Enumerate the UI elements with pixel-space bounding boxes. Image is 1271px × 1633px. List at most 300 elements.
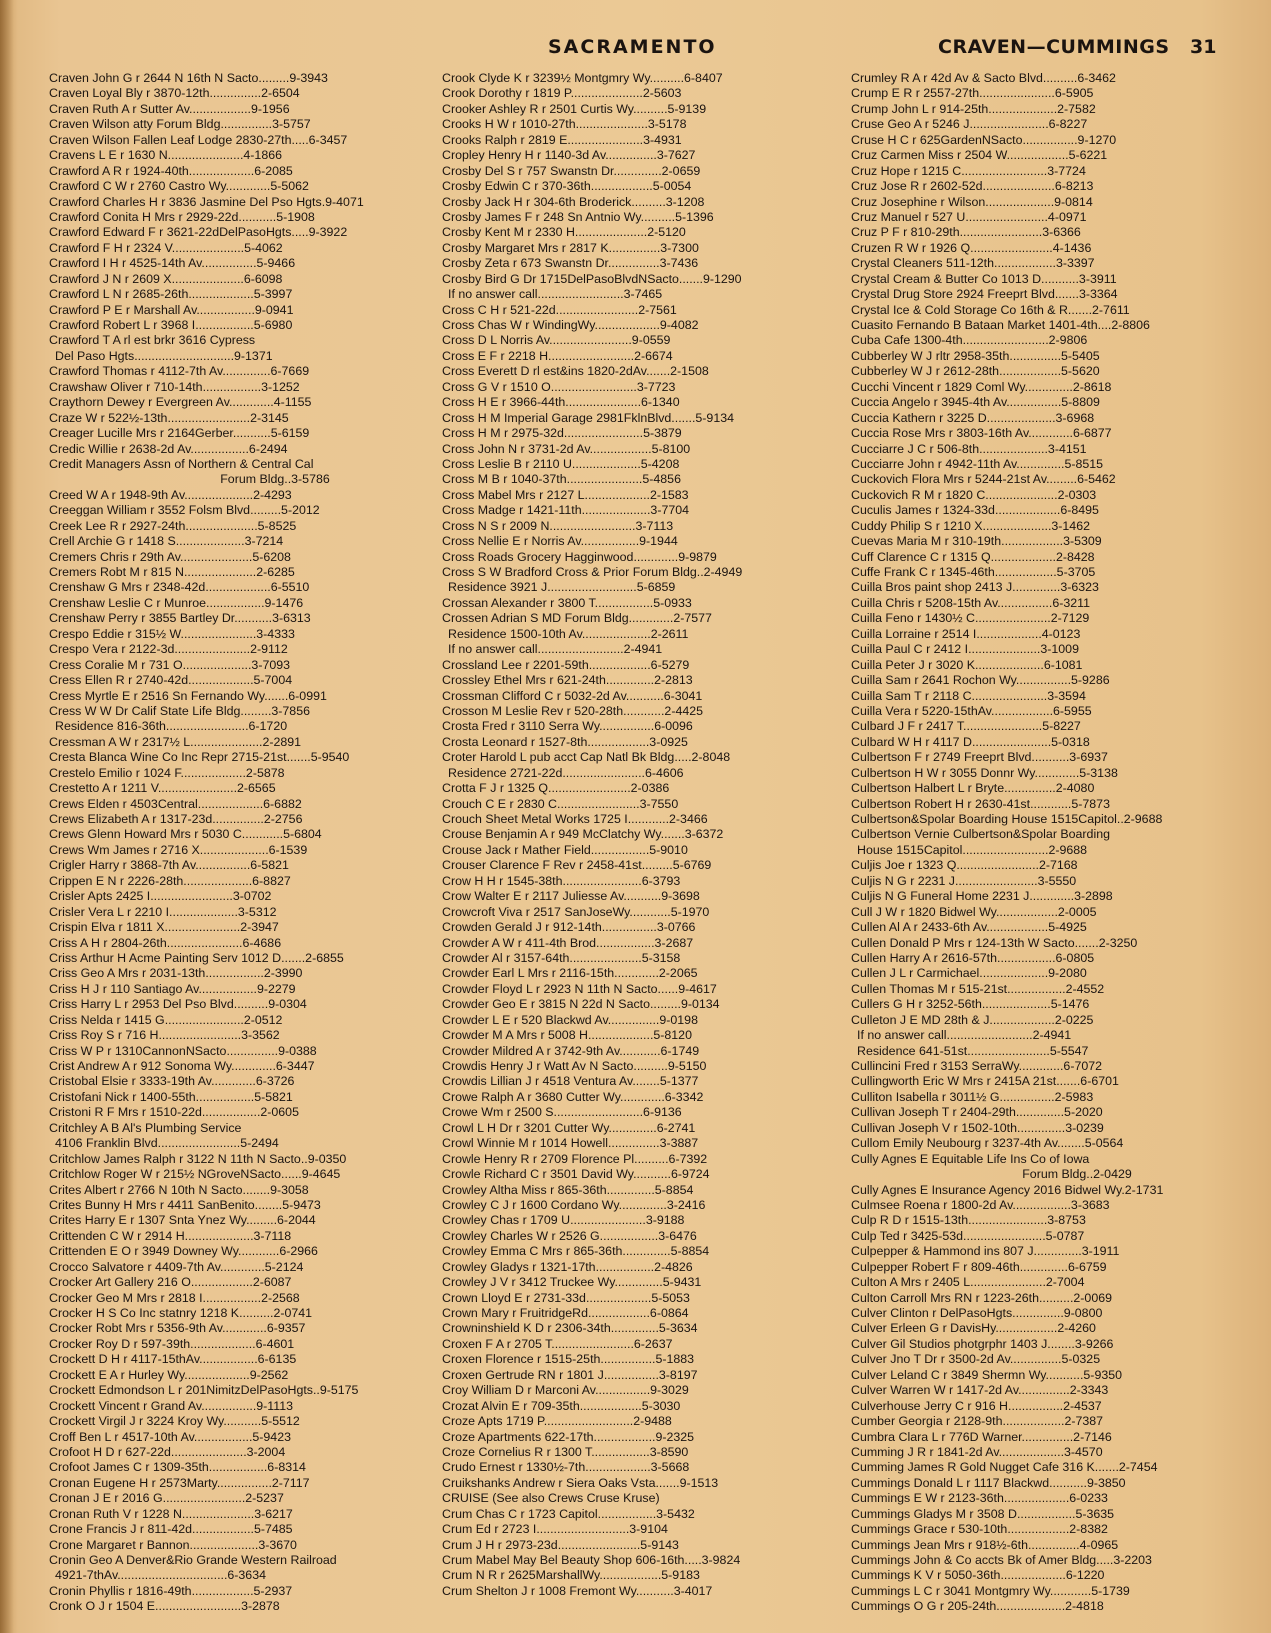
directory-entry: Cross E F r 2218 H.........................2-6674 [442,348,673,363]
directory-entry: Crone Margaret r Bannon....................3-3670 [49,1537,297,1552]
directory-entry: Crouch C E r 2830 C........................3-7550 [442,796,679,811]
directory-entry: Cubberley W J r 2612-28th..................5-5620 [851,364,1100,379]
directory-entry: Cresta Blanca Wine Co Inc Repr 2715-21st.......5-9540 [49,750,350,765]
directory-entry: Creager Lucille Mrs r 2164Gerber...........5-6159 [49,426,310,441]
directory-entry: Crosby Zeta r 673 Swanstn Dr...............3-7436 [442,256,699,271]
directory-entry: Cuevas Maria M r 310-19th..................3-5309 [851,534,1102,549]
directory-entry: Cullen Donald P Mrs r 124-13th W Sacto.......2-3250 [851,935,1138,950]
directory-entry: Cucciarre J C r 506-8th....................3-4151 [851,441,1087,456]
directory-entry: Crooks H W r 1010-27th.....................3-5178 [442,117,687,132]
directory-entry: Cruse H C r 625GardenNSacto................9-1270 [851,132,1117,147]
directory-entry: Crofoot H D r 627-22d......................3-2004 [49,1444,286,1459]
directory-entry: Crone Francis J r 811-42d..................5-7485 [49,1522,293,1537]
directory-entry: Croter Harold L pub acct Cap Natl Bk Bldg.....2-8048 [442,750,731,765]
directory-entry: Crawford Charles H r 3836 Jasmine Del Pso Hgts.9-4071 [49,194,364,209]
directory-entry: Residence 816-36th........................6-1720 [55,719,288,734]
directory-entry: Cruz Josephine r Wilson....................9-0814 [851,194,1093,209]
directory-entry: Crestetto A r 1211 V.......................2-6565 [49,781,276,796]
directory-entry: Cruse Geo A r 5246 J.......................6-8227 [851,117,1088,132]
directory-entry: Residence 641-51st........................5-5547 [857,1043,1089,1058]
directory-entry: Del Paso Hgts.............................9-1371 [55,348,273,363]
directory-entry: Cullen Thomas M r 515-21st.................2-4552 [851,981,1105,996]
directory-entry: Crum Mabel May Bel Beauty Shop 606-16th.....3-9824 [442,1553,741,1567]
directory-entry: Crosby Bird G Dr 1715DelPasoBlvdNSacto.......9-1290 [442,271,742,286]
directory-entry: Crowder M A Mrs r 5008 H...................5-8120 [442,1028,692,1043]
directory-entry: Cuculis James r 1324-33d...................6-8495 [851,503,1099,518]
directory-entry: Culton A Mrs r 2405 L......................2-7004 [851,1275,1085,1290]
directory-entry: Crossen Adrian S MD Forum Bldg.............2-7577 [442,611,712,626]
directory-entry: Cuilla Vera r 5220-15thAv..................6-5955 [851,703,1092,718]
directory-entry: Cuccia Kathern r 3225 D....................3-6968 [851,410,1095,425]
directory-entry: Cullom Emily Neubourg r 3237-4th Av........5-0564 [851,1136,1124,1151]
directory-entry: Crawford Robert L r 3968 I.................5-6980 [49,318,293,332]
directory-entry: Cross G V r 1510 O.........................3-7723 [442,379,676,394]
directory-entry: Crews Elden r 4503Central...................6-6882 [49,796,302,811]
directory-entry: Crosby Jack H r 304-6th Broderick..........3-1208 [442,194,705,209]
directory-entry: Cumbra Clara L r 776D Warner...............2-7146 [851,1429,1112,1444]
directory-entry: Culbard J F r 2417 T.......................5-8227 [851,719,1081,734]
directory-entry: Crowder Al r 3157-64th.....................5-3158 [442,950,681,965]
directory-entry: Crockett Virgil J r 3224 Kroy Wy...........5-5512 [49,1414,300,1429]
directory-entry: Cummings John & Co accts Bk of Amer Bldg.....3-2203 [851,1553,1152,1567]
directory-entry: Crawford C W r 2760 Castro Wy.............5-5062 [49,179,309,194]
directory-entry: Crittenden C W r 2914 H....................3-7118 [49,1228,292,1243]
directory-entry: Cross John N r 3731-2d Av..................5-8100 [442,441,691,456]
directory-entry: Critchlow Roger W r 215½ NGroveNSacto......9-4645 [49,1167,341,1182]
directory-entry: Crystal Cleaners 511-12th..................3-3397 [851,256,1095,271]
directory-entry: Culverhouse Jerry C r 916 H................2-4537 [851,1398,1102,1413]
directory-entry: Crestelo Emilio r 1024 F...................2-5878 [49,765,285,780]
directory-entry: Crites Bunny H Mrs r 4411 SanBenito........5-9473 [49,1197,321,1212]
directory-entry: Crofoot James C r 1309-35th.................6-8314 [49,1460,306,1475]
directory-entry: Cuilla Peter J r 3020 K....................6-1081 [851,657,1083,672]
directory-entry: Residence 2721-22d........................6-4606 [448,765,684,780]
directory-entry: Crowder Floyd L r 2923 N 11th N Sacto......9-4617 [442,981,717,996]
directory-entry: Cronk O J r 1504 E.........................3-2878 [49,1599,280,1614]
directory-entry: Credit Managers Assn of Northern & Central Cal [49,456,314,471]
directory-entry: Crowle Richard C r 3501 David Wy...........6-9724 [442,1167,710,1182]
directory-entry: Criss Harry L r 2953 Del Pso Blvd..........9-0304 [49,997,307,1012]
directory-entry: Craze W r 522½-13th........................2-3145 [49,410,289,425]
directory-entry: Crocker Roy D r 597-39th...................6-4601 [49,1336,295,1351]
directory-entry: Culjis N G r 2231 J........................3-5550 [851,873,1077,888]
directory-entry: CRUISE (See also Crews Cruse Kruse) [442,1491,660,1506]
directory-entry: Crosby Del S r 757 Swanstn Dr..............2-0659 [442,163,701,178]
directory-entry: Crook Clyde K r 3239½ Montgmry Wy..........6-8407 [442,71,723,85]
directory-entry: Crawford P E r Marshall Av.................9-0941 [49,302,294,317]
directory-entry: Cross C H r 521-22d........................2-7561 [442,302,677,317]
directory-entry: Crowle Henry R r 2709 Florence Pl..........6-7392 [442,1151,708,1166]
directory-entry: Culmsee Roena r 1800-2d Av.................3-3683 [851,1197,1110,1212]
directory-entry: Cuilla Lorraine r 2514 I...................4-0123 [851,626,1081,641]
directory-entry: Cuccia Angelo r 3945-4th Av................5-8809 [851,395,1100,410]
directory-entry: Crowe Wm r 2500 S..........................6-9136 [442,1105,682,1120]
directory-entry: Crawford Thomas r 4112-7th Av..............6-7669 [49,364,310,379]
directory-entry: Crites Albert r 2766 N 10th N Sacto........9-3058 [49,1182,309,1197]
directory-entry: Crowl Winnie M r 1014 Howell...............3-3887 [442,1136,699,1151]
directory-entry: Cull J W r 1820 Bidwel Wy..................2-0005 [851,904,1097,919]
directory-entry: Critchlow James Ralph r 3122 N 11th N Sacto..9-0350 [49,1151,347,1166]
directory-entry: Cullen Al A r 2433-6th Av..................5-4925 [851,920,1087,935]
directory-entry: Craven Ruth A r Sutter Av..................9-1956 [49,101,290,116]
directory-entry: Cuckovich R M r 1820 C.....................2-0303 [851,487,1097,502]
directory-entry: Crum Shelton J r 1008 Fremont Wy...........3-4017 [442,1583,713,1598]
directory-entry: Culjis N G Funeral Home 2231 J.............3-2898 [851,889,1113,904]
directory-entry: Craven John G r 2644 N 16th N Sacto.........9-3943 [49,71,328,85]
directory-entry: If no answer call.........................2-4941 [857,1028,1072,1043]
directory-entry: Cuilla Sam T r 2118 C......................3-3594 [851,688,1086,703]
directory-entry: Cross S W Bradford Cross & Prior Forum Bldg..2-4949 [442,565,743,579]
directory-entry: Crouse Jack r Mather Field.................5-9010 [442,842,688,857]
directory-entry: Cummings Grace r 530-10th..................2-8382 [851,1522,1108,1537]
directory-entry: Crisler Vera L r 2210 I....................3-5312 [49,904,277,919]
directory-entry: Credic Willie r 2638-2d Av.................6-2494 [49,441,288,456]
directory-entry: Croxen Gertrude RN r 1801 J................3-8197 [442,1367,698,1382]
directory-entry: Crystal Ice & Cold Storage Co 16th & R.......2-7611 [851,302,1130,317]
directory-entry: Cummings Donald L r 1117 Blackwd...........9-3850 [851,1475,1126,1490]
name-range-heading: CRAVEN—CUMMINGS [938,36,1170,58]
directory-entry: Cress Myrtle E r 2516 Sn Fernando Wy.......6-0991 [49,688,327,703]
directory-entry: Cubberley W J rltr 2958-35th...............5-5405 [851,348,1100,363]
directory-entry: Cronin Geo A Denver&Rio Grande Western Railroad [49,1553,337,1567]
directory-entry: Croze Apts 1719 P..........................2-9488 [442,1414,672,1429]
directory-entry: Cross H M Imperial Garage 2981FklnBlvd.......5-9134 [442,410,734,425]
directory-entry: Crump John L r 914-25th....................2-7582 [851,101,1096,116]
directory-entry: Cummings O G r 205-24th....................2-4818 [851,1599,1104,1614]
directory-entry: Crockett Edmondson L r 201NimitzDelPasoHgts..9-5175 [49,1383,359,1398]
directory-entry: Crum N R r 2625MarshallWy..................5-9183 [442,1568,700,1583]
directory-entry: Culleton J E MD 28th & J...................2-0225 [851,1012,1094,1027]
directory-entry: Cruz P F r 810-29th........................3-6366 [851,225,1081,240]
directory-entry: Cremers Chris r 29th Av.....................5-6208 [49,549,291,564]
directory-entry: Crowley Charles W r 2526 G.................3-6476 [442,1228,697,1243]
directory-entry: Culbard W H r 4117 D.......................5-0318 [851,734,1090,749]
directory-entry: Crawshaw Oliver r 710-14th.................3-1252 [49,379,300,394]
directory-entry: Crossan Alexander r 3800 T.................5-0933 [442,595,692,610]
directory-entry: Crudo Ernest r 1330½-7th...................3-5668 [442,1460,690,1475]
directory-entry: Cruikshanks Andrew r Siera Oaks Vsta.......9-1513 [442,1475,719,1490]
directory-entry: Crown Lloyd E r 2731-33d...................5-5053 [442,1290,690,1305]
directory-entry: Crespo Vera r 2122-3d......................2-9112 [49,642,288,657]
directory-entry: Cross Roads Grocery Hagginwood.............9-9879 [442,549,717,564]
directory-entry: Cuckovich Flora Mrs r 5244-21st Av.........6-5462 [851,472,1116,487]
directory-column-1 [49,71,439,1615]
directory-entry: Culbertson Vernie Culbertson&Spolar Boarding [851,827,1110,842]
directory-entry: Croy William D r Marconi Av................9-3029 [442,1383,689,1398]
directory-entry: Culbertson H W r 3055 Donnr Wy.............5-3138 [851,765,1118,780]
directory-entry: Crawford A R r 1924-40th...................6-2085 [49,163,293,178]
directory-entry: Crosta Leonard r 1527-8th..................3-0925 [442,734,688,749]
directory-entry: Crystal Drug Store 2924 Freeprt Blvd.......3-3364 [851,287,1118,302]
directory-entry: Crozat Alvin E r 709-35th..................5-3030 [442,1398,681,1413]
directory-entry: Crigler Harry r 3868-7th Av................6-5821 [49,858,289,873]
directory-entry: Crouse Benjamin A r 949 McClatchy Wy.......3-6372 [442,827,724,842]
directory-entry: Criss A H r 2804-26th......................6-4686 [49,935,282,950]
directory-entry: Criss H J r 110 Santiago Av.................9-2279 [49,981,296,996]
directory-entry: Culbertson F r 2749 Freeprt Blvd...........3-6937 [851,750,1108,765]
directory-entry: Cross Madge r 1421-11th....................3-7704 [442,503,690,518]
directory-entry: Cucchi Vincent r 1829 Coml Wy..............2-8618 [851,379,1112,394]
directory-entry: Culpepper & Hammond ins 807 J..............3-1911 [851,1244,1120,1259]
directory-entry: Cumming J R r 1841-2d Av...................3-4570 [851,1444,1103,1459]
directory-entry: Crotta F J r 1325 Q........................2-0386 [442,781,670,796]
directory-entry: Cruzen R W r 1926 Q........................4-1436 [851,240,1092,255]
directory-entry: Cummings Gladys M r 3508 D.................5-3635 [851,1506,1115,1521]
directory-entry: Cristobal Elsie r 3333-19th Av.............6-3726 [49,1074,295,1089]
directory-entry: Crooks Ralph r 2819 E......................3-4931 [442,132,682,147]
directory-entry: Crawford J N r 2609 X.....................6-6098 [49,271,283,286]
directory-entry: Cumber Georgia r 2128-9th..................2-7387 [851,1414,1104,1429]
directory-entry: Cross Mabel Mrs r 2127 L...................2-1583 [442,487,689,502]
directory-entry: Crocker Geo M Mrs r 2818 I.................2-2568 [49,1290,300,1305]
directory-entry: Cuba Cafe 1300-4th.........................2-9806 [851,333,1088,348]
directory-entry: Crowley Chas r 1709 U......................3-9188 [442,1213,685,1228]
directory-entry: Crowder A W r 411-4th Brod.................3-2687 [442,935,694,950]
directory-entry: Cress Coralie M r 731 O....................3-7093 [49,657,291,672]
directory-column-2 [442,71,832,1599]
directory-entry: Crispin Elva r 1811 X......................2-3947 [49,920,279,935]
directory-entry: Cummings K V r 5050-36th...................6-1220 [851,1568,1105,1583]
directory-entry: Cummings Jean Mrs r 918½-6th...............4-0965 [851,1537,1119,1552]
directory-entry: Cronin Phyllis r 1816-49th..................5-2937 [49,1583,293,1598]
directory-entry: Culjis Joe r 1323 Q........................2-7168 [851,858,1078,873]
directory-entry: Crowder Mildred A r 3742-9th Av............6-1749 [442,1043,700,1058]
directory-entry: Crouch Sheet Metal Works 1725 I............2-3466 [442,812,708,826]
city-heading: SACRAMENTO [548,36,717,58]
directory-entry: Crosby Kent M r 2330 H.....................2-5120 [442,225,686,240]
directory-entry: Cross Chas W r WindingWy...................9-4082 [442,318,699,332]
directory-entry: Cruz Manuel r 527 U........................4-0971 [851,209,1087,224]
directory-entry: Cross Leslie B r 2110 U....................5-4208 [442,456,680,471]
directory-entry: Cross N S r 2009 N.........................3-7113 [442,518,674,533]
directory-entry: Culbertson Halbert L r Bryte...............2-4080 [851,781,1095,796]
directory-entry: Crell Archie G r 1418 S....................3-7214 [49,534,284,549]
directory-entry: Crosta Fred r 3110 Serra Wy................6-0096 [442,719,693,734]
directory-entry: Cressman A W r 2317½ L.....................2-2891 [49,734,302,749]
directory-entry: Criss Nelda r 1415 G.......................2-0512 [49,1012,283,1027]
directory-entry: Crenshaw Leslie C r Munroe.................9-1476 [49,595,304,610]
directory-entry: Cuff Clarence C r 1315 Q...................2-8428 [851,549,1095,564]
directory-entry: Crowder Geo E r 3815 N 22d N Sacto.........9-0134 [442,997,720,1012]
directory-entry: Cross H M r 2975-32d.......................5-3879 [442,426,682,441]
directory-entry: Cropley Henry H r 1140-3d Av...............3-7627 [442,148,696,163]
directory-entry: Criss Geo A Mrs r 2031-13th.................2-3990 [49,966,303,981]
directory-entry: Culver Gil Studios photgrphr 1403 J........3-9266 [851,1336,1114,1351]
directory-entry: Crowder Earl L Mrs r 2116-15th.............2-2065 [442,966,698,981]
directory-entry: Cully Agnes E Equitable Life Ins Co of Iowa [851,1151,1090,1166]
directory-entry: If no answer call.........................3-7465 [448,287,663,302]
directory-column-3 [851,71,1241,1615]
directory-entry: Cremers Robt M r 815 N.....................2-6285 [49,565,295,579]
directory-entry: Crowninshield K D r 2306-34th..............5-3634 [442,1321,698,1336]
directory-entry: Crisler Apts 2425 I........................3-0702 [49,889,272,904]
directory-entry: Cuilla Chris r 5208-15th Av................6-3211 [851,595,1090,610]
directory-entry: Crawford L N r 2685-26th...................5-3997 [49,287,293,302]
directory-entry: Crockett E A r Hurley Wy...................9-2562 [49,1367,289,1382]
directory-entry: Cross D L Norris Av........................9-0559 [442,333,671,348]
directory-entry: Crow H H r 1545-38th.......................6-3793 [442,873,681,888]
directory-entry: Creed W A r 1948-9th Av....................2-4293 [49,487,292,502]
directory-entry: Crowl L H Dr r 3201 Cutter Wy..............6-2741 [442,1120,696,1135]
directory-entry: Cuilla Sam r 2641 Rochon Wy................5-9286 [851,673,1110,688]
directory-entry: Crittenden E O r 3949 Downey Wy............6-2966 [49,1244,318,1259]
directory-entry: Crosson M Leslie Rev r 520-28th............2-4425 [442,703,704,718]
directory-entry: 4921-7thAv................................6-3634 [55,1568,266,1583]
directory-entry: Craythorn Dewey r Evergreen Av.............4-1155 [49,395,312,410]
directory-entry: Croxen Florence r 1515-25th................5-1883 [442,1352,695,1367]
directory-entry: Cruz Jose R r 2602-52d.....................6-8213 [851,179,1094,194]
directory-entry: Crowley Gladys r 1321-17th.................2-4826 [442,1259,693,1274]
directory-entry: Cuasito Fernando B Bataan Market 1401-4th....2-8806 [851,318,1150,332]
directory-entry: Crowcroft Viva r 2517 SanJoseWy............5-1970 [442,904,710,919]
directory-entry: Crawford I H r 4525-14th Av................5-9466 [49,256,296,271]
directory-entry: House 1515Capitol.........................2-9688 [857,842,1088,857]
directory-entry: Cullingworth Eric W Mrs r 2415A 21st.......6-6701 [851,1074,1119,1089]
directory-entry: Croxen F A r 2705 T........................6-2637 [442,1336,673,1351]
directory-entry: Crossman Clifford C r 5032-2d Av...........6-3041 [442,688,703,703]
directory-entry: Croze Apartments 622-17th..................9-2325 [442,1429,695,1444]
directory-entry: Crocco Salvatore r 4409-7th Av.............5-2124 [49,1259,304,1274]
directory-entry: Cumming James R Gold Nugget Cafe 316 K.......2-7454 [851,1460,1158,1475]
directory-entry: Crosby James F r 248 Sn Antnio Wy..........5-1396 [442,209,714,224]
directory-entry: Crocker Robt Mrs r 5356-9th Av.............6-9357 [49,1321,306,1336]
directory-entry: Culp R D r 1515-13th.......................3-8753 [851,1213,1086,1228]
directory-entry: Cullincini Fred r 3153 SerraWy.............6-7072 [851,1059,1103,1073]
directory-entry: Cress W W Dr Calif State Life Bldg.........3-7856 [49,703,310,718]
directory-entry: Crocker H S Co Inc statnry 1218 K..........2-0741 [49,1306,313,1320]
directory-entry: Crews Glenn Howard Mrs r 5030 C............5-6804 [49,827,322,842]
directory-entry: Cullivan Joseph T r 2404-29th..............5-2020 [851,1105,1103,1120]
directory-entry: Crocker Art Gallery 216 O..................2-6087 [49,1275,292,1290]
directory-entry: Cucciarre John r 4942-11th Av..............5-8515 [851,456,1104,471]
directory-entry: Crowley J V r 3412 Truckee Wy..............5-9431 [442,1275,702,1290]
directory-entry: Cuilla Feno r 1430½ C......................2-7129 [851,611,1090,626]
directory-entry: Critchley A B Al's Plumbing Service [49,1120,242,1135]
directory-entry: Creek Lee R r 2927-24th.....................5-8525 [49,518,297,533]
directory-entry: Crouser Clarence F Rev r 2458-41st.........5-6769 [442,858,712,873]
directory-entry: Crawford F H r 2324 V.....................5-4062 [49,240,283,255]
directory-entry: Residence 1500-10th Av....................2-2611 [448,626,689,641]
directory-entry: Cullen J L r Carmichael....................9-2080 [851,966,1087,981]
directory-entry: Crawford Edward F r 3621-22dDelPasoHgts.....9-3922 [49,225,348,240]
directory-entry: Culliton Isabella r 3011½ G................2-5983 [851,1089,1094,1104]
directory-entry: Crowley Altha Miss r 865-36th..............5-8854 [442,1182,694,1197]
directory-entry: Cristoni R F Mrs r 1510-22d.................2-0605 [49,1105,299,1120]
directory-entry: Cummings E W r 2123-36th...................6-0233 [851,1491,1108,1506]
directory-entry: Criss W P r 1310CannonNSacto...............9-0388 [49,1043,317,1058]
directory-entry: Crenshaw Perry r 3855 Bartley Dr...........3-6313 [49,611,311,626]
directory-entry: Culver Warren W r 1417-2d Av...............2-3343 [851,1383,1109,1398]
page-header [0,36,1271,66]
directory-entry: Cross M B r 1040-37th......................5-4856 [442,472,681,487]
directory-entry: Crawford T A rl est brkr 3616 Cypress [49,333,256,348]
directory-entry: Cuilla Paul C r 2412 I.....................3-1009 [851,642,1079,657]
directory-entry: Cravens L E r 1630 N......................4-1866 [49,148,283,163]
directory-entry: Culver Clinton r DelPasoHgts...............9-0800 [851,1306,1103,1320]
directory-entry: Craven Loyal Bly r 3870-12th...............2-6504 [49,86,300,101]
directory-entry: Crenshaw G Mrs r 2348-42d...................6-5510 [49,580,310,595]
directory-entry: Cullivan Joseph V r 1502-10th..............3-0239 [851,1120,1104,1135]
directory-entry: Crist Andrew A r 912 Sonoma Wy.............6-3447 [49,1059,315,1073]
directory-entry: Croze Cornelius R r 1300 T.................3-8590 [442,1444,689,1459]
directory-entry: Crossland Lee r 2201-59th..................6-5279 [442,657,690,672]
directory-entry: Crow Walter E r 2117 Juliesse Av...........9-3698 [442,889,700,904]
directory-entry: Crippen E N r 2226-28th....................6-8827 [49,873,291,888]
directory-entry: Crosby Edwin C r 370-36th..................5-0054 [442,179,692,194]
directory-entry: Crump E R r 2557-27th......................6-5905 [851,86,1094,101]
directory-entry: Craven Wilson atty Forum Bldg...............3-5757 [49,117,311,132]
directory-entry: Crowder L E r 520 Blackwd Av...............9-0198 [442,1012,698,1027]
directory-entry: Crews Elizabeth A r 1317-23d...............2-2756 [49,812,303,826]
directory-entry: Crum J H r 2973-23d........................5-9143 [442,1537,679,1552]
directory-entry: Crowe Ralph A r 3680 Cutter Wy.............6-3342 [442,1089,704,1104]
directory-entry: Forum Bldg..2-0429 [857,1167,1132,1182]
directory-entry: Crosby Margaret Mrs r 2817 K...............3-7300 [442,240,699,255]
directory-entry: Cuffe Frank C r 1345-46th..................5-3705 [851,565,1096,579]
directory-entry: Forum Bldg..3-5786 [55,472,330,487]
directory-entry: Crowdis Lillian J r 4518 Ventura Av........5-1377 [442,1074,699,1089]
directory-entry: Crespo Eddie r 315½ W......................3-4333 [49,626,295,641]
directory-entry: Criss Roy S r 716 H........................3-3562 [49,1028,280,1043]
directory-entry: Cullers G H r 3252-56th....................5-1476 [851,997,1090,1012]
directory-entry: Criss Arthur H Acme Painting Serv 1012 D.......2-6855 [49,950,344,965]
directory-entry: Crowden Gerald J r 912-14th................3-0766 [442,920,696,935]
page-edge-shadow [0,0,14,1633]
directory-entry: Culp Ted r 3425-53d........................5-0787 [851,1228,1085,1243]
directory-entry: Crooker Ashley R r 2501 Curtis Wy..........5-9139 [442,101,707,116]
directory-entry: Residence 3921 J..........................5-6859 [448,580,676,595]
directory-entry: If no answer call.........................2-4941 [448,642,663,657]
directory-entry: Crowdis Henry J r Watt Av N Sacto..........9-5150 [442,1059,707,1073]
directory-entry: Crum Chas C r 1723 Capitol.................3-5432 [442,1506,695,1521]
directory-entry: Cross Nellie E r Norris Av.................9-1944 [442,534,678,549]
directory-entry: Cronan Ruth V r 1228 N.....................3-6217 [49,1506,293,1521]
directory-entry: Crockett Vincent r Grand Av................9-1113 [49,1398,294,1413]
directory-entry: Crites Harry E r 1307 Snta Ynez Wy.........6-2044 [49,1213,316,1228]
directory-entry: Crawford Conita H Mrs r 2929-22d...........5-1908 [49,209,315,224]
directory-entry: Crumley R A r 42d Av & Sacto Blvd..........6-3462 [851,71,1116,85]
directory-entry: Cullen Harry A r 2616-57th.................6-0805 [851,950,1095,965]
directory-entry: Crossley Ethel Mrs r 621-24th..............2-2813 [442,673,693,688]
directory-entry: Cully Agnes E Insurance Agency 2016 Bidwel Wy.2-1731 [851,1182,1164,1197]
directory-entry: Culver Jno T Dr r 3500-2d Av...............5-0325 [851,1352,1101,1367]
directory-entry: Crowley Emma C Mrs r 865-36th..............5-8854 [442,1244,710,1259]
directory-entry: Crum Ed r 2723 I...........................3-9104 [442,1522,668,1537]
directory-entry: Crystal Cream & Butter Co 1013 D...........3-3911 [851,271,1117,286]
directory-entry: Cummings L C r 3041 Montgmry Wy............5-1739 [851,1583,1130,1598]
directory-entry: Croff Ben L r 4517-10th Av.................5-9423 [49,1429,291,1444]
directory-entry: Culver Leland C r 3849 Shermn Wy...........5-9350 [851,1367,1123,1382]
directory-entry: Cross Everett D rl est&ins 1820-2dAv.......2-1508 [442,364,709,379]
directory-entry: Cress Ellen R r 2740-42d...................5-7004 [49,673,293,688]
directory-entry: Crowley C J r 1600 Cordano Wy..............3-2416 [442,1197,706,1212]
directory-entry: Cruz Hope r 1215 C.........................3-7724 [851,163,1086,178]
directory-entry: 4106 Franklin Blvd........................5-2494 [55,1136,279,1151]
page-number: 31 [1190,36,1217,58]
directory-entry: Culbertson&Spolar Boarding House 1515Capitol..2-9688 [851,812,1163,826]
directory-entry: Cruz Carmen Miss r 2504 W..................5-6221 [851,148,1108,163]
directory-entry: Culton Carroll Mrs RN r 1223-26th..........2-0069 [851,1290,1112,1305]
directory-entry: Crockett D H r 4117-15thAv.................6-6135 [49,1352,297,1367]
directory-entry: Craven Wilson Fallen Leaf Lodge 2830-27th.....6-3457 [49,132,348,147]
directory-entry: Crown Mary r FruitridgeRd..................6-0864 [442,1306,689,1320]
directory-entry: Crook Dorothy r 1819 P.....................2-5603 [442,86,682,101]
directory-entry: Cuddy Philip S r 1210 X....................3-1462 [851,518,1090,533]
directory-entry: Culver Erleen G r DavisHy..................2-4260 [851,1321,1096,1336]
directory-entry: Cronan J E r 2016 G........................2-5237 [49,1491,284,1506]
directory-entry: Cuilla Bros paint shop 2413 J..............3-6323 [851,580,1099,595]
directory-entry: Cuccia Rose Mrs r 3803-16th Av.............6-6877 [851,426,1112,441]
